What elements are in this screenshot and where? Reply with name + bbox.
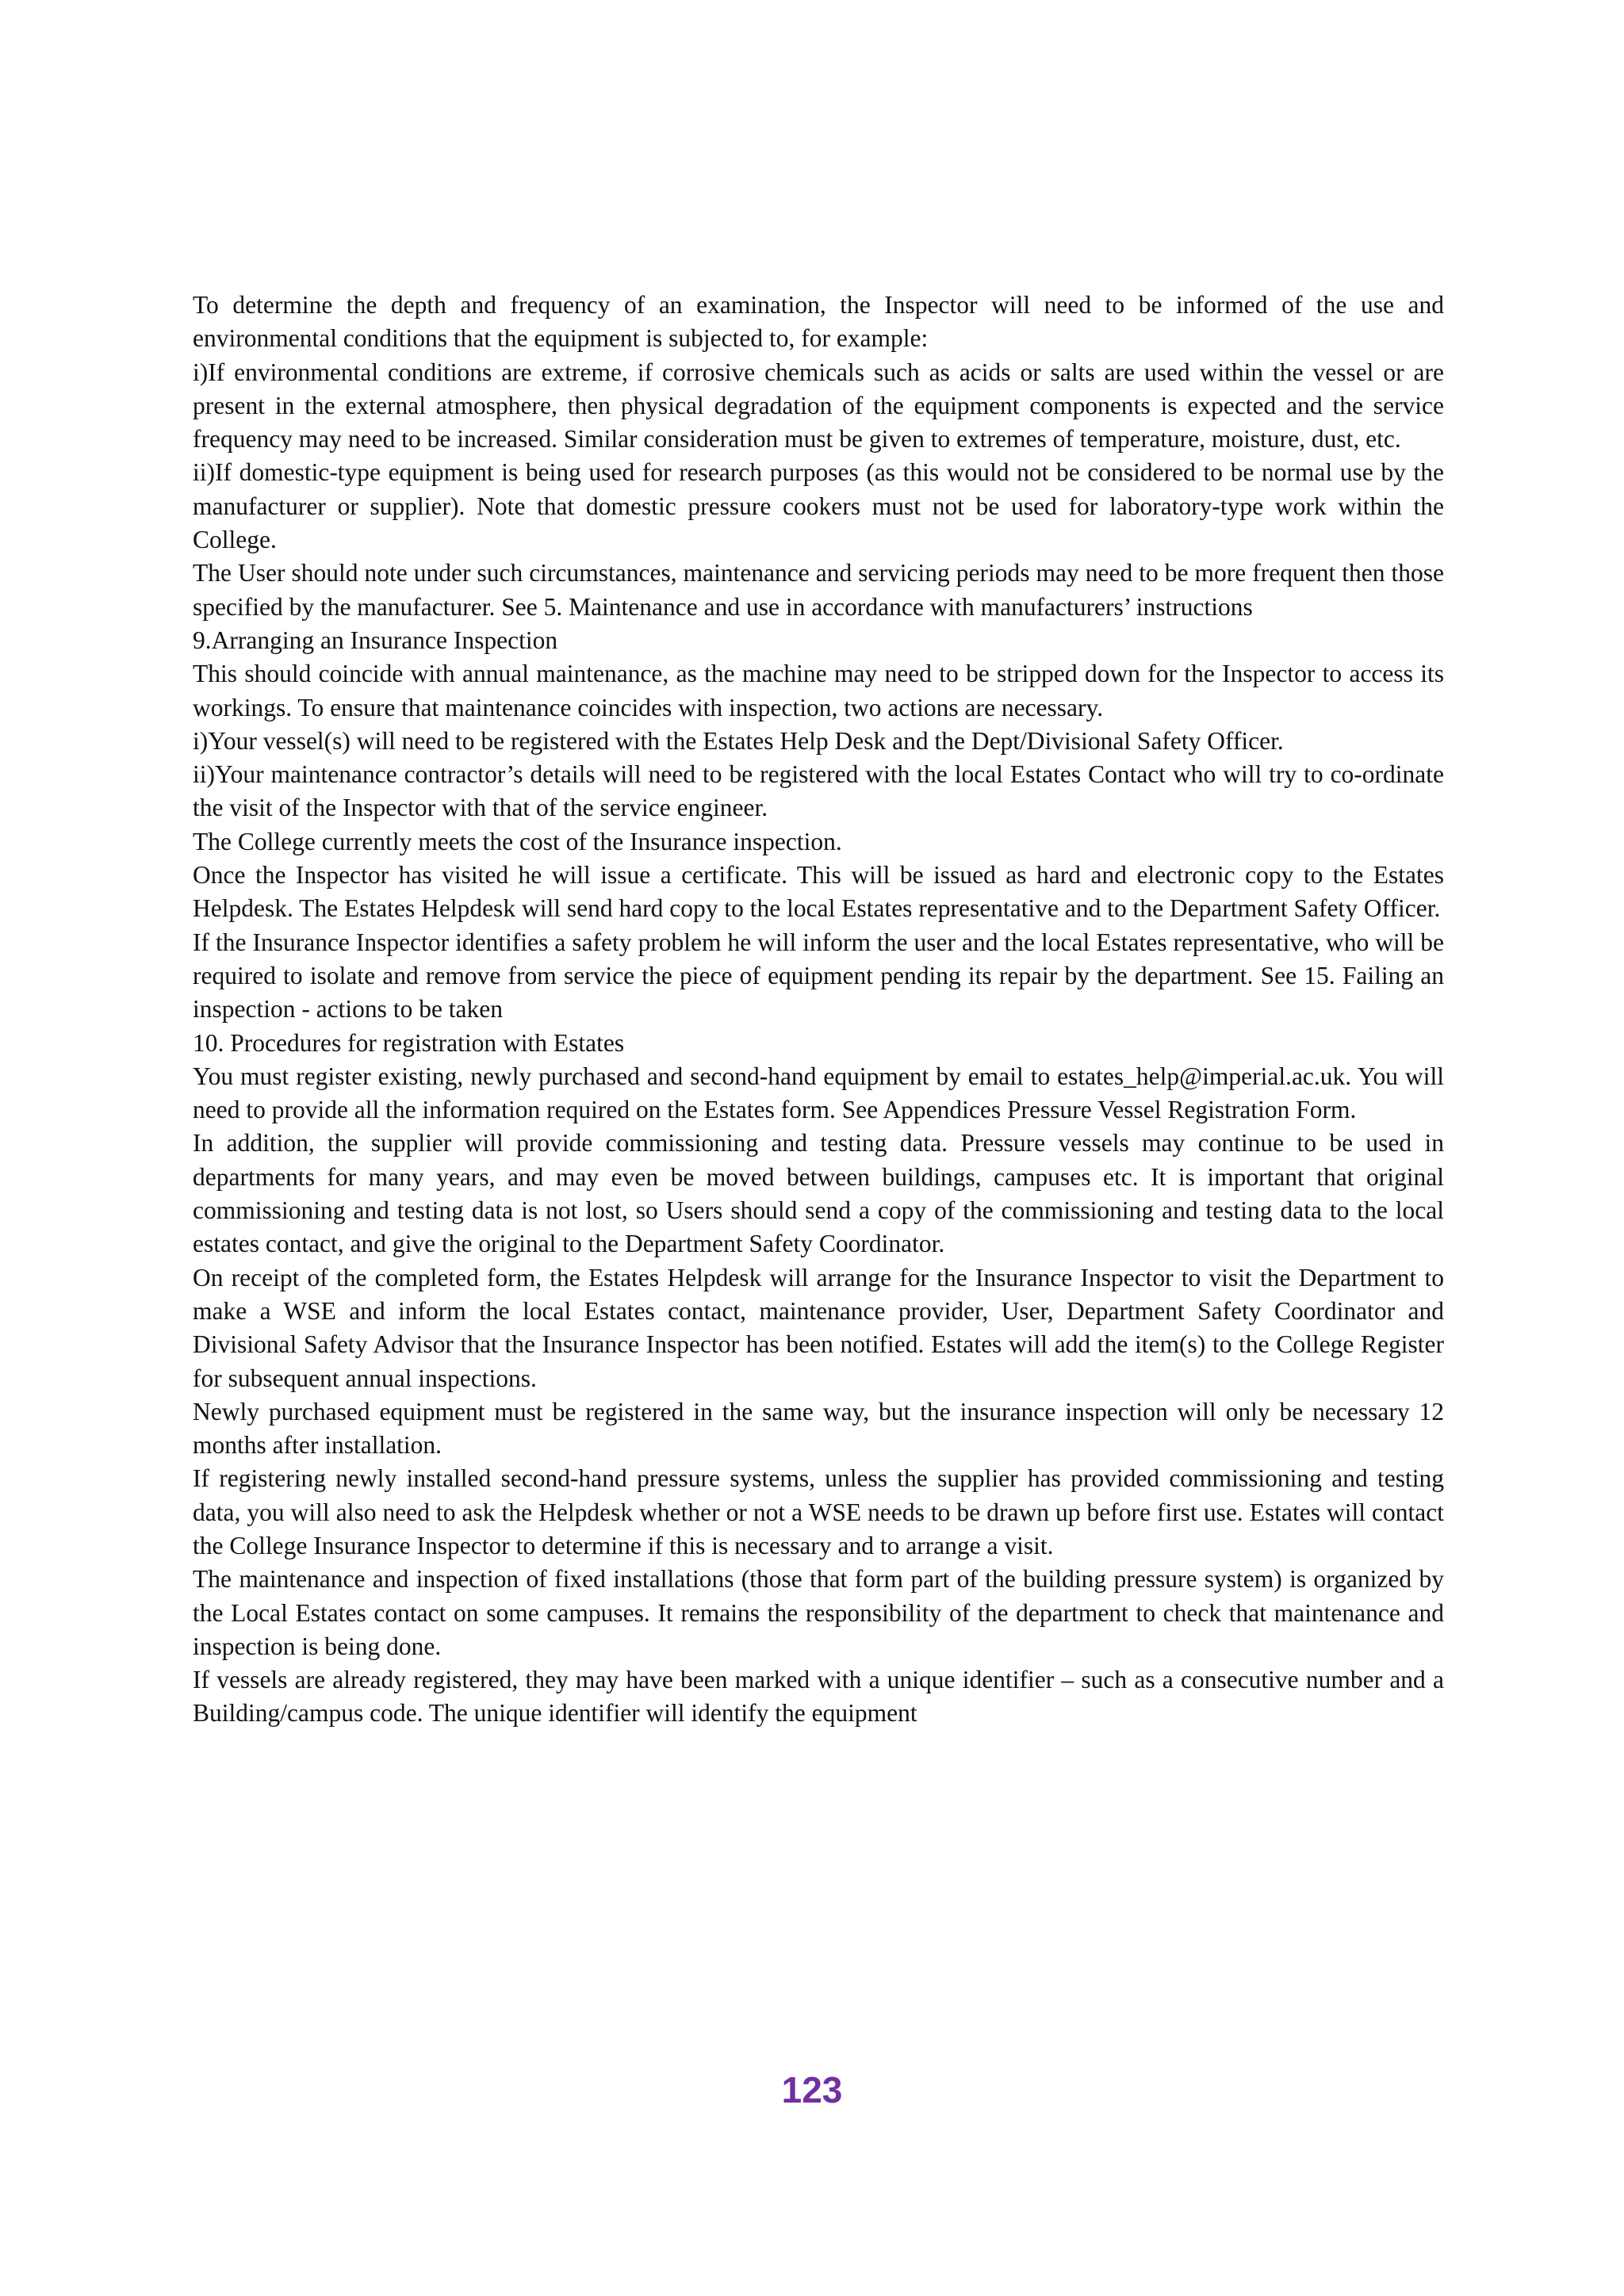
paragraph-certificate: Once the Inspector has visited he will issue a certificate. This will be issued as hard and electronic copy to the Estates Helpdesk. The Estates Helpdesk will send hard copy to the local Estates representative and to the Department Safety Officer. <box>193 861 1444 923</box>
paragraph-college-cost: The College currently meets the cost of the Insurance inspection. <box>193 827 842 855</box>
paragraph-commissioning-data: In addition, the supplier will provide commissioning and testing data. Pressure vessels may continue to be used in departments for many years, and may even be moved between buildings, campuses etc. It is important that original commissioning and testing data is not lost, so Users should send a copy of the commissioning and testing data to the local estates contact, and give the original to the Department Safety Coordinator. <box>193 1129 1444 1258</box>
paragraph-annual-maintenance: This should coincide with annual maintenance, as the machine may need to be stripped down for the Inspector to access its workings. To ensure that maintenance coincides with inspection, two actions are necessary. <box>193 660 1444 721</box>
paragraph-user-note: The User should note under such circumstances, maintenance and servicing periods may need to be more frequent then those specified by the manufacturer. See 5. Maintenance and use in accordance with manufacturers’ instructions <box>193 559 1444 621</box>
page-number: 123 <box>781 2069 843 2110</box>
paragraph-register-vessels: i)Your vessel(s) will need to be registered with the Estates Help Desk and the Dept/Divisional Safety Officer. <box>193 726 1284 755</box>
paragraph-receipt-of-form: On receipt of the completed form, the Estates Helpdesk will arrange for the Insurance Inspector to visit the Department to make a WSE and inform the local Estates contact, maintenance provider, User, Department Safety Coordinator and Divisional Safety Advisor that the Insurance Inspector has been notified. Estates will add the item(s) to the College Register for subsequent annual inspections. <box>193 1263 1444 1392</box>
paragraph-intro: To determine the depth and frequency of an examination, the Inspector will need to be informed of the use and environmental conditions that the equipment is subjected to, for example: <box>193 291 1444 353</box>
paragraph-register-email: You must register existing, newly purchased and second-hand equipment by email to estates_help@imperial.ac.uk. You will need to provide all the information required on the Estates form. See Appendices Pressure Vessel Registration Form. <box>193 1062 1444 1124</box>
paragraph-newly-purchased: Newly purchased equipment must be registered in the same way, but the insurance inspection will only be necessary 12 months after installation. <box>193 1397 1444 1460</box>
paragraph-second-hand: If registering newly installed second-hand pressure systems, unless the supplier has provided commissioning and testing data, you will also need to ask the Helpdesk whether or not a WSE needs to be drawn up before first use. Estates will contact the College Insurance Inspector to determine if this is necessary and to arrange a visit. <box>193 1464 1444 1559</box>
body-text <box>193 289 1444 1731</box>
paragraph-safety-problem: If the Insurance Inspector identifies a safety problem he will inform the user and the local Estates representative, who will be required to isolate and remove from service the piece of equipment pending its repair by the department. See 15. Failing an inspection - actions to be taken <box>193 928 1444 1024</box>
section-heading-10: 10. Procedures for registration with Estates <box>193 1028 625 1057</box>
paragraph-unique-identifier: If vessels are already registered, they may have been marked with a unique identifier – such as a consecutive number and a Building/campus code. The unique identifier will identify the equipment <box>193 1666 1444 1728</box>
section-heading-9: 9.Arranging an Insurance Inspection <box>193 626 558 654</box>
paragraph-environmental-conditions: i)If environmental conditions are extreme, if corrosive chemicals such as acids or salts are used within the vessel or are present in the external atmosphere, then physical degradation of the equipment components is expected and the service frequency may need to be increased. Similar consideration must be given to extremes of temperature, moisture, dust, etc. <box>193 358 1444 453</box>
paragraph-domestic-equipment: ii)If domestic-type equipment is being used for research purposes (as this would not be considered to be normal use by the manufacturer or supplier). Note that domestic pressure cookers must not be used for laboratory-type work within the College. <box>193 458 1444 554</box>
paragraph-maintenance-contractor: ii)Your maintenance contractor’s details will need to be registered with the local Estates Contact who will try to co-ordinate the visit of the Inspector with that of the service engineer. <box>193 760 1444 822</box>
paragraph-fixed-installations: The maintenance and inspection of fixed installations (those that form part of the building pressure system) is organized by the Local Estates contact on some campuses. It remains the responsibility of the department to check that maintenance and inspection is being done. <box>193 1565 1444 1660</box>
